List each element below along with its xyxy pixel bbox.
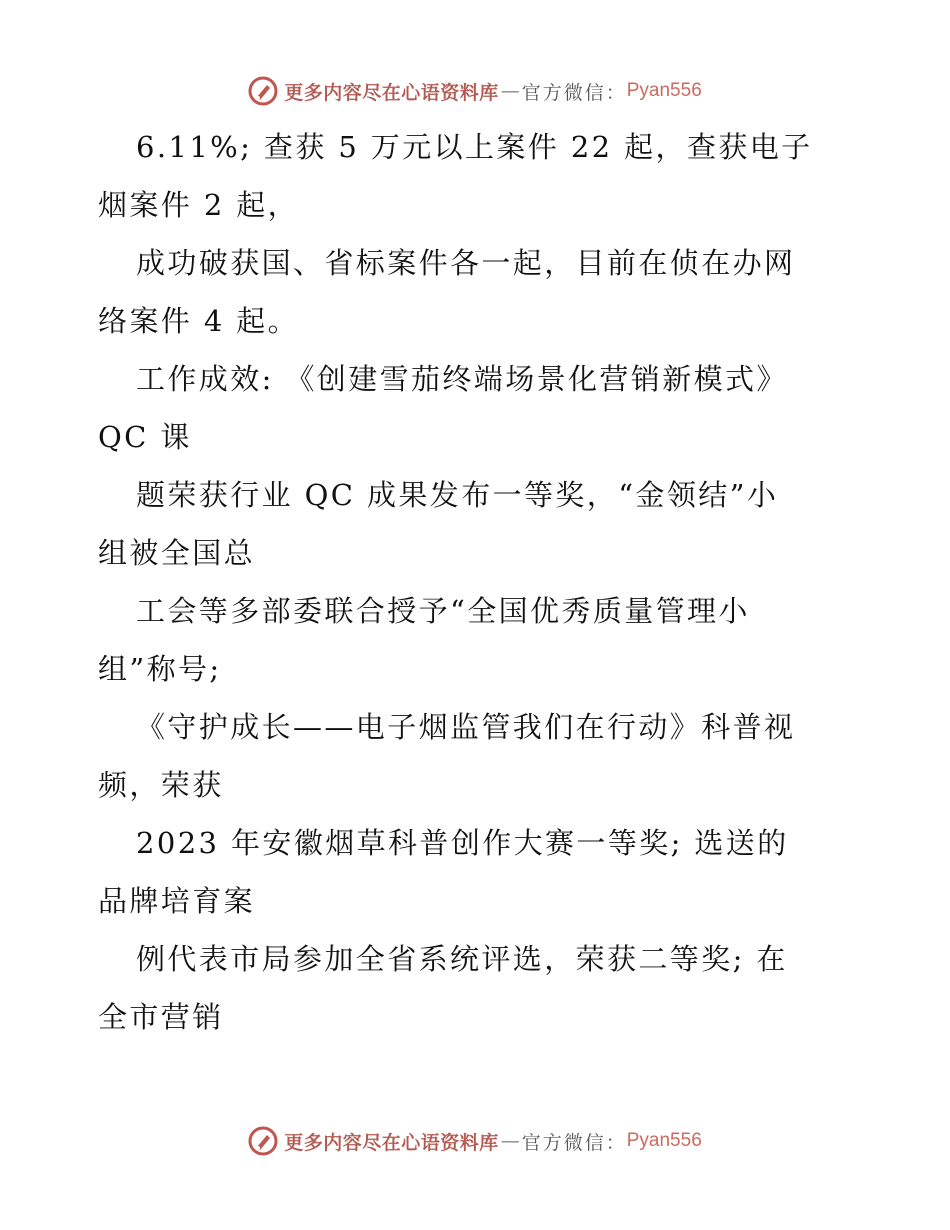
text-line: 频，荣获 <box>98 768 224 802</box>
text-line: 工作成效: 《创建雪茄终端场景化营销新模式》 <box>136 362 788 396</box>
pen-logo-icon <box>248 1126 278 1156</box>
text-line: 例代表市局参加全省系统评选，荣获二等奖; 在 <box>136 942 788 976</box>
text-line: 组被全国总 <box>98 536 256 570</box>
text-line: 2023 年安徽烟草科普创作大赛一等奖; 选送的 <box>136 826 789 860</box>
text-line: 烟案件 2 起， <box>98 188 300 222</box>
header-banner-wechat-label: 官方微信： <box>521 81 627 104</box>
header-banner-dash: — <box>500 80 520 102</box>
text-line: 络案件 4 起。 <box>98 304 300 338</box>
text-line: 工会等多部委联合授予“全国优秀质量管理小 <box>136 594 750 628</box>
footer-banner-main: 更多内容尽在心语资料库 <box>284 1131 499 1154</box>
text-line: 品牌培育案 <box>98 884 256 918</box>
text-line: 《守护成长——电子烟监管我们在行动》科普视 <box>136 710 796 744</box>
pen-logo-icon <box>248 76 278 106</box>
header-banner-wechat-id: Pyan556 <box>626 80 702 101</box>
footer-banner-dash: — <box>500 1130 520 1152</box>
footer-banner <box>0 1121 950 1161</box>
text-line: 6.11%; 查获 5 万元以上案件 22 起，查获电子 <box>136 130 813 164</box>
document-body <box>98 118 858 1046</box>
header-banner-main: 更多内容尽在心语资料库 <box>284 81 499 104</box>
text-line: 组”称号; <box>98 652 222 686</box>
text-line: QC 课 <box>98 420 192 454</box>
text-line: 全市营销 <box>98 1000 224 1034</box>
text-line: 成功破获国、省标案件各一起，目前在侦在办网 <box>136 246 796 280</box>
text-line: 题荣获行业 QC 成果发布一等奖，“金领结”小 <box>136 478 779 512</box>
footer-banner-wechat-label: 官方微信： <box>521 1131 627 1154</box>
footer-banner-wechat-id: Pyan556 <box>626 1130 702 1151</box>
header-banner <box>0 71 950 111</box>
